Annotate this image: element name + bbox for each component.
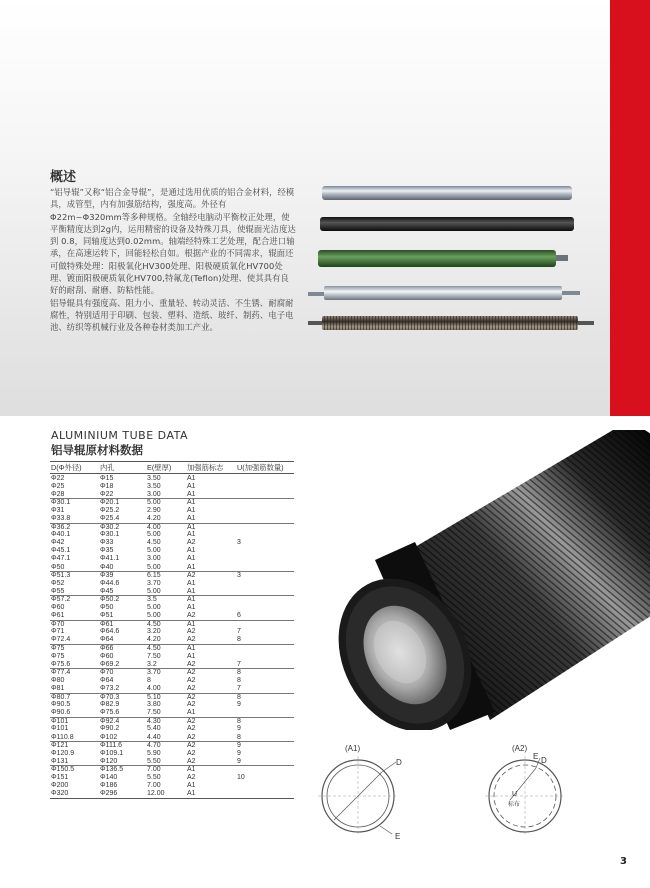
cell-rib-mark: A2 [187,742,196,750]
cell-rib-mark: A1 [187,652,196,660]
table-row [50,514,294,522]
cell-wall-thickness: 3.70 [147,669,161,677]
table-row [50,693,294,701]
grooved-roller-image [330,430,650,730]
cell-inner-bore: Φ186 [100,782,118,790]
cell-rib-count: 10 [237,774,245,782]
cell-outer-diameter: Φ36.2 [51,523,71,531]
table-row [50,660,294,668]
table-row [50,644,294,652]
cell-inner-bore: Φ35 [100,547,114,555]
table-row [50,555,294,563]
table-row [50,725,294,733]
cell-outer-diameter: Φ60 [51,604,65,612]
cell-outer-diameter: Φ25 [51,482,65,490]
table-row [50,612,294,620]
cell-outer-diameter: Φ28 [51,490,65,498]
cell-outer-diameter: Φ71 [51,628,65,636]
overview-paragraph-2: 铝导辊具有强度高、阻力小、重量轻、转动灵活、不生锈、耐腐耐腐性，特别适用于印刷、包装、塑料、造纸、玻纤、制药、电子电池、纺织等机械行业及各种卷材类加工产业。 [50,297,294,333]
cell-inner-bore: Φ50.2 [100,596,120,604]
table-row [50,749,294,757]
cell-outer-diameter: Φ101 [51,717,69,725]
cell-rib-mark: A1 [187,515,196,523]
header-inner-bore: 内孔 [100,462,115,472]
cell-rib-mark: A1 [187,587,196,595]
cell-rib-mark: A2 [187,701,196,709]
header-wall-thickness: E(壁厚) [147,462,172,472]
cell-inner-bore: Φ136.5 [100,766,124,774]
cell-outer-diameter: Φ80 [51,676,65,684]
cell-outer-diameter: Φ151 [51,774,69,782]
diagram-a1 [318,756,402,841]
cell-wall-thickness: 2.90 [147,506,161,514]
cell-rib-mark: A1 [187,474,196,482]
cell-inner-bore: Φ25.4 [100,515,120,523]
roller-grooved [308,316,594,330]
cell-inner-bore: Φ64.6 [100,628,120,636]
cell-inner-bore: Φ64 [100,636,114,644]
cell-outer-diameter: Φ31 [51,506,65,514]
cell-inner-bore: Φ33 [100,539,114,547]
red-accent-bar [610,0,650,416]
cell-rib-mark: A1 [187,579,196,587]
cell-rib-count: 7 [237,684,241,692]
overview-title: 概述 [50,170,77,185]
cell-wall-thickness: 3.50 [147,482,161,490]
cell-outer-diameter: Φ51.3 [51,572,71,580]
cell-inner-bore: Φ22 [100,490,114,498]
cell-wall-thickness: 7.00 [147,782,161,790]
cell-inner-bore: Φ70 [100,669,114,677]
data-title-en: ALUMINIUM TUBE DATA [51,429,189,442]
cell-rib-mark: A1 [187,555,196,563]
page-number: 3 [620,856,627,867]
table-row [50,652,294,660]
table-row [50,676,294,684]
table-row [50,571,294,579]
roller-green [318,250,568,267]
cell-wall-thickness: 5.90 [147,749,161,757]
cell-wall-thickness: 7.50 [147,709,161,717]
cell-rib-mark: A2 [187,660,196,668]
cell-rib-count: 3 [237,572,241,580]
cell-outer-diameter: Φ101 [51,725,69,733]
cell-wall-thickness: 5.00 [147,563,161,571]
cell-outer-diameter: Φ70 [51,620,65,628]
cell-rib-count: 6 [237,612,241,620]
table-row [50,733,294,741]
cell-inner-bore: Φ296 [100,790,118,798]
cell-rib-mark: A1 [187,563,196,571]
table-row [50,587,294,595]
cell-rib-mark: A1 [187,604,196,612]
table-row [50,628,294,636]
cell-wall-thickness: 3.20 [147,628,161,636]
cell-rib-count: 7 [237,660,241,668]
table-row [50,579,294,587]
cell-inner-bore: Φ30.2 [100,523,120,531]
cell-outer-diameter: Φ50 [51,563,65,571]
cell-wall-thickness: 5.50 [147,774,161,782]
roller-silver-shaft [308,286,580,300]
cell-wall-thickness: 4.00 [147,684,161,692]
table-row [50,620,294,628]
data-title-cn: 铝导辊原材料数据 [51,443,143,457]
cell-inner-bore: Φ92.4 [100,717,120,725]
table-row [50,701,294,709]
diagram-a2-note: 标布 [508,801,521,808]
table-row [50,604,294,612]
cell-wall-thickness: 5.40 [147,725,161,733]
table-row [50,773,294,781]
cell-inner-bore: Φ20.1 [100,499,120,507]
cell-inner-bore: Φ102 [100,733,118,741]
cell-outer-diameter: Φ57.2 [51,596,71,604]
cell-inner-bore: Φ120 [100,757,118,765]
cell-rib-mark: A2 [187,757,196,765]
cell-outer-diameter: Φ77.4 [51,669,71,677]
table-header [50,461,294,474]
cell-wall-thickness: 4.20 [147,515,161,523]
cell-rib-mark: A1 [187,499,196,507]
cell-rib-mark: A2 [187,669,196,677]
table-row [50,782,294,790]
cell-inner-bore: Φ90.2 [100,725,120,733]
cell-rib-mark: A1 [187,596,196,604]
cell-wall-thickness: 5.00 [147,531,161,539]
cell-wall-thickness: 5.50 [147,757,161,765]
cell-wall-thickness: 3.2 [147,660,157,668]
cell-wall-thickness: 5.00 [147,604,161,612]
cell-inner-bore: Φ50 [100,604,114,612]
cell-outer-diameter: Φ33.8 [51,515,71,523]
cell-rib-mark: A1 [187,782,196,790]
table-row [50,717,294,725]
cell-rib-mark: A1 [187,709,196,717]
cell-outer-diameter: Φ81 [51,684,65,692]
cell-inner-bore: Φ60 [100,652,114,660]
cell-inner-bore: Φ140 [100,774,118,782]
cell-rib-count: 8 [237,669,241,677]
cell-rib-mark: A1 [187,531,196,539]
cell-rib-mark: A2 [187,676,196,684]
table-row [50,498,294,506]
cell-inner-bore: Φ45 [100,587,114,595]
cell-wall-thickness: 4.50 [147,645,161,653]
cell-inner-bore: Φ73.2 [100,684,120,692]
cell-rib-count: 7 [237,628,241,636]
cell-wall-thickness: 5.10 [147,693,161,701]
table-body [50,474,294,798]
cell-inner-bore: Φ15 [100,474,114,482]
table-bottom-rule [50,798,294,799]
cell-wall-thickness: 12.00 [147,790,165,798]
table-row [50,790,294,798]
cell-outer-diameter: Φ75 [51,652,65,660]
cell-inner-bore: Φ30.1 [100,531,120,539]
overview-text [50,186,296,334]
table-row [50,741,294,749]
cell-inner-bore: Φ40 [100,563,114,571]
cell-wall-thickness: 4.20 [147,636,161,644]
cell-inner-bore: Φ51 [100,612,114,620]
cell-outer-diameter: Φ121 [51,742,69,750]
table-row [50,636,294,644]
cell-outer-diameter: Φ120.9 [51,749,75,757]
table-row [50,539,294,547]
table-row [50,684,294,692]
cell-wall-thickness: 4.40 [147,733,161,741]
cell-rib-mark: A1 [187,482,196,490]
cell-rib-mark: A2 [187,572,196,580]
cell-wall-thickness: 4.50 [147,620,161,628]
diagram-a1-e: E [395,832,401,841]
cell-inner-bore: Φ25.2 [100,506,120,514]
cell-outer-diameter: Φ80.7 [51,693,71,701]
cell-rib-count: 8 [237,733,241,741]
header-rib-mark: 加强筋标志 [187,462,224,472]
overview-paragraph-1: “铝导辊”又称“铝合金导辊”，是通过选用优质的铝合金材料，经模具，成管型，内有加强筋结构，强度高。外径有Φ22m~Φ320mm等多种规格。全轴经电脑动平衡校正处理，使平衡精度达到2g内，运用精密的设备及特殊刀具，使辊面光洁度达到 0.8，同轴度达到0.02mm。轴端经特殊工艺处理，配合进口轴承，在高速运转下，回能轻松自如。根据产业的不同需求，辊面还可做特殊处理：阳极氧化HV300处理、阳极硬质氧化HV700处理、镀面阳极硬质氧化HV700,特氟龙(Teflon)处理、使其具有良好的耐刮、耐磨、防粘性能。 [50,187,296,296]
cell-rib-count: 8 [237,636,241,644]
cell-wall-thickness: 6.15 [147,572,161,580]
cell-inner-bore: Φ75.6 [100,709,120,717]
cell-wall-thickness: 5.00 [147,499,161,507]
roller-product-images [300,178,605,338]
cell-inner-bore: Φ66 [100,645,114,653]
cell-wall-thickness: 5.00 [147,612,161,620]
cell-rib-mark: A2 [187,684,196,692]
table-row [50,547,294,555]
cell-inner-bore: Φ39 [100,572,114,580]
table-row [50,563,294,571]
table-row [50,482,294,490]
cell-outer-diameter: Φ131 [51,757,69,765]
cell-wall-thickness: 4.30 [147,717,161,725]
cell-rib-count: 9 [237,725,241,733]
cell-rib-mark: A2 [187,733,196,741]
cell-inner-bore: Φ69.2 [100,660,120,668]
diagram-a1-label: (A1) [345,744,361,753]
cell-outer-diameter: Φ200 [51,782,69,790]
cell-wall-thickness: 4.00 [147,523,161,531]
cell-wall-thickness: 5.00 [147,587,161,595]
cell-rib-mark: A2 [187,612,196,620]
cell-outer-diameter: Φ42 [51,539,65,547]
cell-outer-diameter: Φ90.5 [51,701,71,709]
cell-outer-diameter: Φ320 [51,790,69,798]
cell-wall-thickness: 7.00 [147,766,161,774]
table-row [50,595,294,603]
cell-outer-diameter: Φ150.5 [51,766,75,774]
cell-outer-diameter: Φ55 [51,587,65,595]
cell-rib-count: 9 [237,701,241,709]
cell-rib-mark: A2 [187,717,196,725]
cell-rib-mark: A2 [187,539,196,547]
cell-inner-bore: Φ109.1 [100,749,124,757]
cell-outer-diameter: Φ52 [51,579,65,587]
cell-rib-count: 9 [237,749,241,757]
table-row [50,709,294,717]
cell-wall-thickness: 3.80 [147,701,161,709]
table-row [50,668,294,676]
cell-rib-mark: A2 [187,725,196,733]
cell-inner-bore: Φ44.6 [100,579,120,587]
cell-outer-diameter: Φ90.6 [51,709,71,717]
table-row [50,474,294,482]
diagram-a2-e: E [533,752,539,761]
cell-wall-thickness: 8 [147,676,151,684]
cell-inner-bore: Φ41.1 [100,555,120,563]
cell-inner-bore: Φ61 [100,620,114,628]
cell-outer-diameter: Φ47.1 [51,555,71,563]
cell-outer-diameter: Φ61 [51,612,65,620]
cell-outer-diameter: Φ45.1 [51,547,71,555]
cross-section-diagrams [300,738,600,848]
table-row [50,765,294,773]
diagram-a2-u: U [512,791,518,798]
cell-rib-mark: A1 [187,490,196,498]
diagram-a2 [485,752,565,836]
cell-rib-mark: A1 [187,645,196,653]
cell-wall-thickness: 5.00 [147,547,161,555]
header-rib-count: U(加强筋数量) [237,462,284,472]
cell-outer-diameter: Φ110.8 [51,733,74,741]
cell-rib-mark: A1 [187,523,196,531]
table-row [50,490,294,498]
table-row [50,531,294,539]
cell-rib-count: 8 [237,676,241,684]
cell-outer-diameter: Φ30.1 [51,499,71,507]
cell-rib-mark: A2 [187,636,196,644]
cell-rib-mark: A1 [187,766,196,774]
cell-outer-diameter: Φ75.6 [51,660,71,668]
cell-inner-bore: Φ82.9 [100,701,120,709]
cell-wall-thickness: 3.5 [147,596,157,604]
cell-outer-diameter: Φ72.4 [51,636,71,644]
cell-rib-mark: A1 [187,620,196,628]
cell-inner-bore: Φ111.6 [100,742,123,750]
cell-wall-thickness: 3.50 [147,474,161,482]
table-row [50,523,294,531]
cell-outer-diameter: Φ75 [51,645,65,653]
table-row [50,506,294,514]
diagram-a1-d: D [396,758,402,767]
cell-rib-mark: A1 [187,506,196,514]
cell-rib-mark: A2 [187,628,196,636]
cell-wall-thickness: 3.70 [147,579,161,587]
cell-wall-thickness: 4.50 [147,539,161,547]
cell-inner-bore: Φ18 [100,482,114,490]
cell-inner-bore: Φ70.3 [100,693,120,701]
cell-outer-diameter: Φ40.1 [51,531,71,539]
cell-wall-thickness: 7.50 [147,652,161,660]
table-row [50,757,294,765]
cell-rib-mark: A1 [187,790,196,798]
cell-wall-thickness: 3.00 [147,555,161,563]
tube-data-table [50,461,294,799]
cell-rib-count: 8 [237,717,241,725]
roller-black [320,217,574,231]
diagram-a2-label: (A2) [512,744,528,753]
cell-rib-mark: A2 [187,774,196,782]
cell-rib-count: 9 [237,742,241,750]
cell-rib-count: 3 [237,539,241,547]
cell-wall-thickness: 4.70 [147,742,161,750]
cell-rib-mark: A1 [187,547,196,555]
cell-rib-mark: A2 [187,693,196,701]
roller-silver [322,186,572,200]
cell-inner-bore: Φ64 [100,676,114,684]
cell-rib-count: 8 [237,693,241,701]
header-outer-diameter: D(Φ外径) [51,462,82,472]
cell-rib-mark: A2 [187,749,196,757]
cell-rib-count: 9 [237,757,241,765]
cell-wall-thickness: 3.00 [147,490,161,498]
cell-outer-diameter: Φ22 [51,474,65,482]
diagram-a2-d: D [541,756,547,765]
